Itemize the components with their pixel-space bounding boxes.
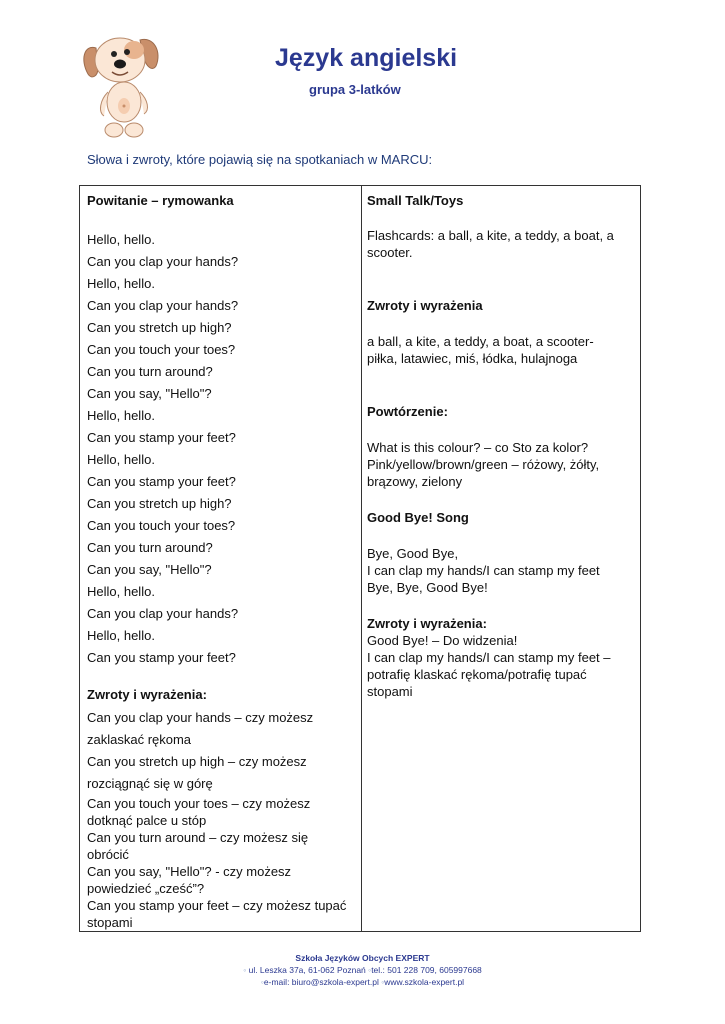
cartoon-dog-illustration (82, 30, 164, 140)
rhyme-poem (87, 229, 355, 669)
right-phrases-heading: Zwroty i wyrażenia (367, 298, 483, 313)
poem-line: Can you stretch up high? (87, 496, 232, 511)
bullet-icon: ◦ (381, 977, 385, 987)
bullet-icon: ◦ (260, 977, 264, 987)
toys-english: a ball, a kite, a teddy, a boat, a scooter- (367, 334, 594, 349)
poem-line: Can you clap your hands? (87, 606, 239, 621)
footer-online (0, 977, 725, 987)
poem-line: Can you stamp your feet? (87, 650, 236, 665)
content-table (79, 185, 641, 932)
phrase-line: Can you say, "Hello"? - czy możesz (87, 864, 292, 879)
phrase-line: Can you turn around – czy możesz się (87, 830, 309, 845)
poem-line: Can you stamp your feet? (87, 430, 236, 445)
page-title: Język angielski (275, 44, 458, 72)
poem-line: Can you say, "Hello"? (87, 386, 212, 401)
poem-line: Can you turn around? (87, 540, 213, 555)
footer-email[interactable]: e-mail: biuro@szkola-expert.pl (263, 977, 379, 987)
poem-line: Hello, hello. (87, 628, 155, 643)
song-line: Bye, Good Bye, (367, 546, 459, 561)
poem-line: Can you say, "Hello"? (87, 562, 212, 577)
song-line: Bye, Bye, Good Bye! (367, 580, 488, 595)
phrase-line: Can you clap your hands – czy możesz (87, 710, 314, 725)
phrase-line: dotknąć palce u stóp (87, 813, 207, 828)
phrase-line: rozciągnąć się w górę (87, 776, 213, 791)
poem-line: Can you clap your hands? (87, 298, 239, 313)
phrase-line: obrócić (87, 847, 129, 862)
phrase-line: stopami (87, 915, 133, 930)
poem-line: Hello, hello. (87, 276, 155, 291)
left-phrases-heading: Zwroty i wyrażenia: (87, 687, 207, 702)
flashcards-text: Flashcards: a ball, a kite, a teddy, a boat, a scooter. (367, 228, 614, 260)
right-heading: Small Talk/Toys (367, 193, 464, 208)
phrase-line: Can you stretch up high – czy możesz (87, 754, 307, 769)
song-heading: Good Bye! Song (367, 510, 469, 525)
phrase-line: powiedzieć „cześć”? (87, 881, 205, 896)
song-phrases-heading: Zwroty i wyrażenia: (367, 616, 487, 631)
poem-line: Hello, hello. (87, 232, 155, 247)
review-colors: Pink/yellow/brown/green – różowy, żółty, brązowy, zielony (367, 457, 600, 489)
intro-text: Słowa i zwroty, które pojawią się na spotkaniach w MARCU: (87, 152, 433, 167)
review-heading: Powtórzenie: (367, 404, 448, 419)
left-phrases (87, 686, 355, 931)
phrase-line: zaklaskać rękoma (87, 732, 192, 747)
bullet-icon: ◦ (368, 965, 372, 975)
song-line: I can clap my hands/I can stamp my feet (367, 563, 600, 578)
poem-line: Hello, hello. (87, 584, 155, 599)
song-phrase-line: Good Bye! – Do widzenia! (367, 633, 518, 648)
footer-contact (0, 965, 725, 975)
footer-school: Szkoła Języków Obcych EXPERT (295, 953, 430, 963)
poem-line: Can you touch your toes? (87, 518, 236, 533)
poem-line: Can you clap your hands? (87, 254, 239, 269)
poem-line: Hello, hello. (87, 408, 155, 423)
left-heading: Powitanie – rymowanka (87, 193, 234, 208)
page-subtitle: grupa 3-latków (309, 82, 401, 97)
column-divider (361, 186, 362, 931)
review-question: What is this colour? – co Sto za kolor? (367, 440, 589, 455)
poem-line: Can you stretch up high? (87, 320, 232, 335)
footer-website[interactable]: www.szkola-expert.pl (384, 977, 465, 987)
poem-line: Can you turn around? (87, 364, 213, 379)
poem-line: Can you touch your toes? (87, 342, 236, 357)
footer-address: ul. Leszka 37a, 61-062 Poznań (248, 965, 366, 975)
bullet-icon: ◦ (243, 965, 247, 975)
toys-polish: piłka, latawiec, miś, łódka, hulajnoga (367, 351, 578, 366)
left-column (87, 192, 355, 931)
song-phrase-line: I can clap my hands/I can stamp my feet – potrafię klaskać rękoma/potrafię tupać stopami (367, 650, 611, 699)
footer-phone: tel.: 501 228 709, 605997668 (371, 965, 482, 975)
poem-line: Can you stamp your feet? (87, 474, 236, 489)
poem-line: Hello, hello. (87, 452, 155, 467)
phrase-line: Can you stamp your feet – czy możesz tupać (87, 898, 347, 913)
right-column (367, 192, 635, 700)
phrase-line: Can you touch your toes – czy możesz (87, 796, 311, 811)
